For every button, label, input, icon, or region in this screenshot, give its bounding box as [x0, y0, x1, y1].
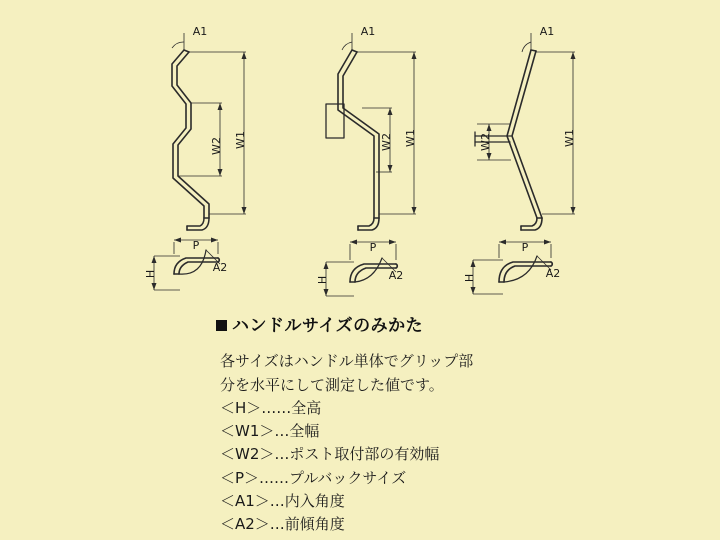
handlebar-diagram-1 [140, 25, 270, 308]
label-a1: A1 [539, 25, 555, 38]
handlebar-diagram-2 [312, 25, 442, 308]
handlebar-diagram-1-svg [140, 25, 270, 308]
label-p: P [521, 241, 529, 254]
legend-title-text: ハンドルサイズのみかた [232, 316, 424, 336]
label-w1: W1 [563, 129, 576, 147]
legend-body [216, 350, 696, 536]
label-p: P [192, 239, 200, 252]
label-w2: W2 [479, 133, 492, 151]
label-h: H [316, 275, 329, 285]
legend-line: 分を水平にして測定した値です。 [220, 375, 444, 394]
handlebar-diagram-2-svg [312, 25, 442, 308]
legend-line: ＜W2＞…ポスト取付部の有効幅 [220, 445, 440, 464]
legend-block [216, 316, 696, 536]
legend-line: ＜W1＞…全幅 [220, 422, 320, 441]
legend-line: ＜H＞……全高 [220, 398, 322, 417]
label-h: H [463, 273, 476, 283]
label-w2: W2 [380, 133, 393, 151]
handlebar-diagram-3 [455, 25, 615, 308]
legend-line: 各サイズはハンドル単体でグリップ部 [220, 352, 474, 371]
label-w1: W1 [234, 131, 247, 149]
label-a2: A2 [388, 269, 404, 282]
square-bullet-icon [216, 320, 227, 331]
legend-line: ＜A2＞…前傾角度 [220, 515, 345, 534]
legend-line: ＜A1＞…内入角度 [220, 491, 345, 510]
label-a1: A1 [192, 25, 208, 38]
legend-line: ＜P＞……プルバックサイズ [220, 468, 407, 487]
handlebar-diagram-3-svg [455, 25, 615, 308]
legend-title [216, 316, 696, 336]
label-w1: W1 [404, 129, 417, 147]
label-a1: A1 [360, 25, 376, 38]
label-w2: W2 [210, 137, 223, 155]
label-a2: A2 [545, 267, 561, 280]
label-p: P [369, 241, 377, 254]
label-h: H [144, 269, 157, 279]
label-a2: A2 [212, 261, 228, 274]
